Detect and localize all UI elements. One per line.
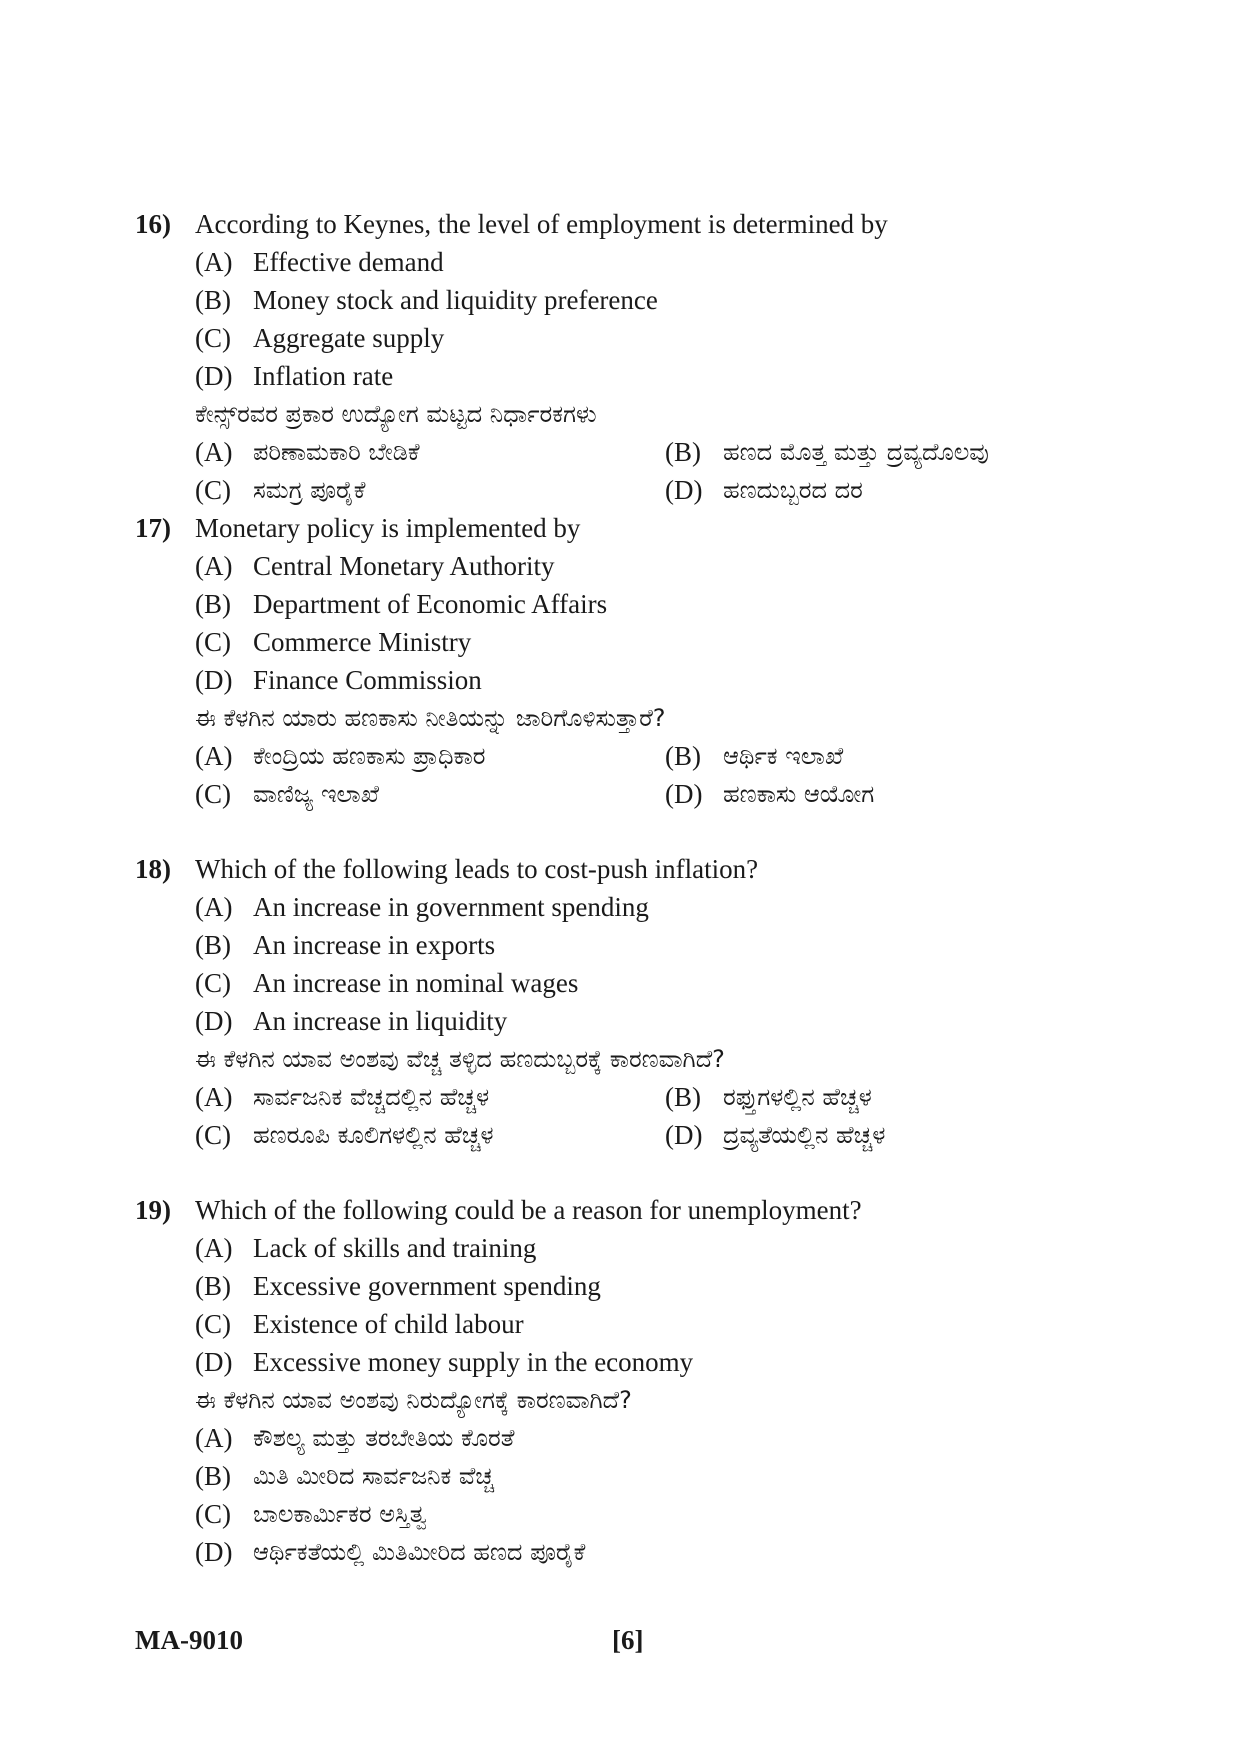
question-number: 18) xyxy=(135,854,171,884)
option-letter: (C) xyxy=(195,1120,231,1150)
question-16 xyxy=(135,207,1135,511)
option-letter: (C) xyxy=(195,1499,231,1529)
option-d xyxy=(195,663,1135,701)
option-letter: (A) xyxy=(195,551,233,581)
question-19 xyxy=(135,1193,1135,1573)
kannada-option-a xyxy=(195,435,665,473)
option-letter: (B) xyxy=(665,741,701,771)
option-text: ಆರ್ಥಿಕತೆಯಲ್ಲಿ ಮಿತಿಮೀರಿದ ಹಣದ ಪೂರೈಕೆ xyxy=(253,1538,586,1566)
option-text: Inflation rate xyxy=(253,361,394,391)
option-letter: (A) xyxy=(195,437,233,467)
option-letter: (C) xyxy=(195,1309,231,1339)
kannada-options xyxy=(195,1080,1135,1156)
option-letter: (B) xyxy=(195,1461,231,1491)
option-letter: (D) xyxy=(195,1006,233,1036)
question-text: Monetary policy is implemented by xyxy=(195,513,581,543)
kannada-question-text: ಈ ಕೆಳಗಿನ ಯಾವ ಅಂಶವು ವೆಚ್ಚ ತಳ್ಳಿದ ಹಣದುಬ್ಬರಕ್ಕೆ ಕಾರಣವಾಗಿದೆ? xyxy=(195,1045,725,1073)
option-letter: (B) xyxy=(195,589,231,619)
option-d xyxy=(195,1345,1135,1383)
option-text: Excessive government spending xyxy=(253,1271,601,1301)
kannada-option-d xyxy=(665,777,1145,815)
kannada-question-text: ಈ ಕೆಳಗಿನ ಯಾರು ಹಣಕಾಸು ನೀತಿಯನ್ನು ಜಾರಿಗೊಳಿಸುತ್ತಾರೆ? xyxy=(195,704,666,732)
option-d xyxy=(195,1004,1135,1042)
question-text: Which of the following could be a reason for unemployment? xyxy=(195,1195,862,1225)
option-b xyxy=(195,283,1135,321)
option-text: Money stock and liquidity preference xyxy=(253,285,658,315)
option-letter: (D) xyxy=(665,1120,703,1150)
option-letter: (A) xyxy=(195,1423,233,1453)
option-text: ಹಣದುಬ್ಬರದ ದರ xyxy=(723,476,863,504)
option-a xyxy=(195,890,1135,928)
kannada-option-c xyxy=(195,473,665,511)
option-text: ದ್ರವ್ಯತೆಯಲ್ಲಿನ ಹೆಚ್ಚಳ xyxy=(723,1121,886,1149)
option-text: ಸಮಗ್ರ ಪೂರೈಕೆ xyxy=(253,476,366,504)
option-text: An increase in exports xyxy=(253,930,496,960)
kannada-option-b xyxy=(195,1459,1135,1497)
question-18 xyxy=(135,852,1135,1156)
kannada-option-d xyxy=(195,1535,1135,1573)
option-letter: (D) xyxy=(195,665,233,695)
option-letter: (B) xyxy=(195,285,231,315)
option-text: An increase in nominal wages xyxy=(253,968,579,998)
option-letter: (C) xyxy=(195,323,231,353)
option-text: ಕೌಶಲ್ಯ ಮತ್ತು ತರಬೇತಿಯ ಕೊರತೆ xyxy=(253,1424,515,1452)
option-letter: (C) xyxy=(195,475,231,505)
option-text: An increase in government spending xyxy=(253,892,649,922)
option-text: ಬಾಲಕಾರ್ಮಿಕರ ಅಸ್ತಿತ್ವ xyxy=(253,1500,427,1528)
option-letter: (A) xyxy=(195,1233,233,1263)
kannada-option-b xyxy=(665,1080,1145,1118)
option-text: ವಾಣಿಜ್ಯ ಇಲಾಖೆ xyxy=(253,780,379,808)
option-text: Existence of child labour xyxy=(253,1309,524,1339)
kannada-option-b xyxy=(665,739,1145,777)
option-text: Aggregate supply xyxy=(253,323,445,353)
option-text: Department of Economic Affairs xyxy=(253,589,608,619)
option-b xyxy=(195,1269,1135,1307)
option-letter: (C) xyxy=(195,779,231,809)
option-letter: (B) xyxy=(195,1271,231,1301)
option-text: Central Monetary Authority xyxy=(253,551,555,581)
option-text: Finance Commission xyxy=(253,665,482,695)
option-letter: (D) xyxy=(665,475,703,505)
option-letter: (D) xyxy=(195,1537,233,1567)
kannada-option-c xyxy=(195,777,665,815)
option-a xyxy=(195,549,1135,587)
option-letter: (A) xyxy=(195,741,233,771)
question-number: 17) xyxy=(135,513,171,543)
option-c xyxy=(195,625,1135,663)
option-letter: (D) xyxy=(195,361,233,391)
option-text: ಪರಿಣಾಮಕಾರಿ ಬೇಡಿಕೆ xyxy=(253,438,420,466)
question-text: According to Keynes, the level of employment is determined by xyxy=(195,209,888,239)
option-letter: (C) xyxy=(195,627,231,657)
question-number: 19) xyxy=(135,1195,171,1225)
option-a xyxy=(195,1231,1135,1269)
kannada-option-c xyxy=(195,1497,1135,1535)
option-text: ಹಣಕಾಸು ಆಯೋಗ xyxy=(723,780,875,808)
kannada-question-text: ಈ ಕೆಳಗಿನ ಯಾವ ಅಂಶವು ನಿರುದ್ಯೋಗಕ್ಕೆ ಕಾರಣವಾಗಿದೆ? xyxy=(195,1386,632,1414)
option-text: ಮಿತಿ ಮೀರಿದ ಸಾರ್ವಜನಿಕ ವೆಚ್ಚ xyxy=(253,1462,495,1490)
page-number: [6] xyxy=(612,1625,644,1655)
option-letter: (A) xyxy=(195,247,233,277)
option-c xyxy=(195,1307,1135,1345)
option-text: Lack of skills and training xyxy=(253,1233,537,1263)
option-text: Effective demand xyxy=(253,247,444,277)
option-text: ಸಾರ್ವಜನಿಕ ವೆಚ್ಚದಲ್ಲಿನ ಹೆಚ್ಚಳ xyxy=(253,1083,490,1111)
option-text: ಕೇಂದ್ರಿಯ ಹಣಕಾಸು ಪ್ರಾಧಿಕಾರ xyxy=(253,742,486,770)
option-letter: (D) xyxy=(195,1347,233,1377)
kannada-option-a xyxy=(195,1421,1135,1459)
option-letter: (B) xyxy=(665,1082,701,1112)
option-text: ಹಣದ ಮೊತ್ತ ಮತ್ತು ದ್ರವ್ಯದೊಲವು xyxy=(723,438,989,466)
option-c xyxy=(195,321,1135,359)
option-text: ಆರ್ಥಿಕ ಇಲಾಖೆ xyxy=(723,742,844,770)
option-letter: (B) xyxy=(665,437,701,467)
option-text: Excessive money supply in the economy xyxy=(253,1347,694,1377)
kannada-option-a xyxy=(195,1080,665,1118)
option-text: ಹಣರೂಪಿ ಕೂಲಿಗಳಲ್ಲಿನ ಹೆಚ್ಚಳ xyxy=(253,1121,494,1149)
option-letter: (B) xyxy=(195,930,231,960)
kannada-question-text: ಕೇನ್ಸ್‌ರವರ ಪ್ರಕಾರ ಉದ್ಯೋಗ ಮಟ್ಟದ ನಿರ್ಧಾರಕಗಳು xyxy=(195,400,597,428)
option-text: An increase in liquidity xyxy=(253,1006,508,1036)
option-text: ರಫ್ತುಗಳಲ್ಲಿನ ಹೆಚ್ಚಳ xyxy=(723,1083,872,1111)
option-text: Commerce Ministry xyxy=(253,627,472,657)
paper-code: MA-9010 xyxy=(135,1625,243,1655)
option-letter: (C) xyxy=(195,968,231,998)
kannada-option-a xyxy=(195,739,665,777)
option-letter: (A) xyxy=(195,892,233,922)
option-b xyxy=(195,587,1135,625)
kannada-option-d xyxy=(665,1118,1145,1156)
option-c xyxy=(195,966,1135,1004)
option-d xyxy=(195,359,1135,397)
kannada-options xyxy=(195,435,1135,511)
kannada-options xyxy=(195,739,1135,815)
option-letter: (A) xyxy=(195,1082,233,1112)
question-17 xyxy=(135,511,1135,815)
option-b xyxy=(195,928,1135,966)
question-number: 16) xyxy=(135,209,171,239)
question-text: Which of the following leads to cost-push inflation? xyxy=(195,854,759,884)
kannada-option-b xyxy=(665,435,1145,473)
kannada-option-c xyxy=(195,1118,665,1156)
option-a xyxy=(195,245,1135,283)
option-letter: (D) xyxy=(665,779,703,809)
kannada-option-d xyxy=(665,473,1145,511)
